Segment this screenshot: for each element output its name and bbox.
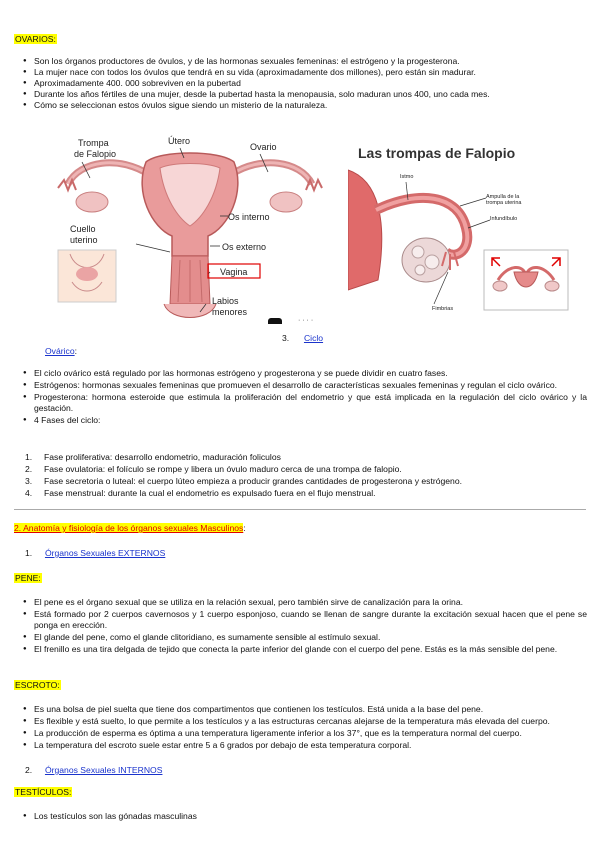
list-item: 3. Fase secretoria o luteal: el cuerpo lúteo empieza a producir grandes cantidades de progesterona y estrógeno. [25, 476, 463, 486]
fimbrias-label: Fimbrias [432, 306, 454, 312]
stray-dots: · · · · [298, 317, 314, 324]
list-item: ● La producción de esperma es óptima a una temperatura ligeramente inferior a los 37°, que es la temperatura normal del cuerpo. [14, 728, 589, 739]
externos-link[interactable]: Órganos Sexuales EXTERNOS [44, 548, 166, 558]
ovario-label: Ovario [250, 142, 277, 152]
list-item: ● Los testículos son las gónadas masculinas [14, 811, 589, 822]
ampolla-label: Ampulla de la trompa uterina [486, 194, 522, 206]
list-item: ● El ciclo ovárico está regulado por las hormonas estrógeno y progesterona y se puede dividir en cuatro fases. [14, 368, 587, 379]
list-item: ● Cómo se seleccionan estos óvulos sigue siendo un misterio de la naturaleza. [14, 100, 589, 111]
ciclo-link[interactable]: Ciclo [303, 333, 324, 343]
list-item: 4. Fase menstrual: durante la cual el endometrio es expulsado fuera en el flujo menstrual. [25, 488, 376, 498]
cuello-label: Cuello uterino [70, 224, 98, 245]
escroto-heading: ESCROTO: [15, 680, 60, 690]
list-item: ● Aproximadamente 400. 000 sobreviven en la pubertad [14, 78, 589, 89]
ciclo-list [14, 368, 587, 426]
divider [14, 509, 586, 510]
ovarios-list [14, 56, 589, 111]
ovarico-link[interactable]: Ovárico [45, 346, 75, 356]
list-item: ● Progesterona: hormona esteroide que estimula la proliferación del endometrio y que está implicada en la regulación del ciclo ovárico y la gestación. [14, 392, 587, 414]
pene-heading: PENE: [15, 573, 41, 583]
list-item: ● El frenillo es una tira delgada de tejido que conecta la parte inferior del glande con el cuerpo del pene. Estás es la más sensible del pene. [14, 644, 587, 655]
testiculos-list [14, 811, 589, 822]
list-item: ● El pene es el órgano sexual que se utiliza en la relación sexual, pero también sirve de canalización para la orina. [14, 597, 587, 608]
labios-label: Labios menores [212, 296, 248, 317]
infundibulo-label: Infundíbulo [490, 216, 518, 222]
internos-link[interactable]: Órganos Sexuales INTERNOS [44, 765, 163, 775]
os-interno-label: Os interno [228, 212, 270, 222]
stray-mark [268, 318, 282, 324]
ovarios-heading: OVARIOS: [15, 34, 56, 44]
masculinos-heading: 2. Anatomía y fisiología de los órganos sexuales Masculinos: [14, 523, 246, 533]
list-item: ● Estrógenos: hormonas sexuales femeninas que promueven el desarrollo de características sexuales femeninas y regulan el ciclo ovárico. [14, 380, 587, 391]
list-item: 2. Fase ovulatoria: el folículo se rompe y libera un óvulo maduro cerca de una trompa de falopio. [25, 464, 402, 474]
uterus-anatomy-figure [50, 132, 330, 332]
list-item: ● Está formado por 2 cuerpos cavernosos y 1 cuerpo esponjoso, cuando se llenan de sangre durante la excitación sexual hacen que el pene se ponga en erección. [14, 609, 587, 631]
externos-item: 1. Órganos Sexuales EXTERNOS [25, 548, 166, 558]
ciclo-heading-cont: Ovárico: [45, 346, 77, 356]
ciclo-heading: 3. Ciclo [282, 333, 324, 343]
pene-list [14, 597, 587, 655]
list-item: ● Es flexible y está suelto, lo que permite a los testículos y a las estructuras cercanas alejarse de la temperatura más elevada del cuerpo. [14, 716, 589, 727]
escroto-list [14, 704, 589, 751]
internos-item: 2. Órganos Sexuales INTERNOS [25, 765, 163, 775]
list-item: ● Durante los años fértiles de una mujer, desde la pubertad hasta la menopausia, solo maduran unos 400, uno cada mes. [14, 89, 589, 100]
testiculos-heading: TESTÍCULOS: [15, 787, 72, 797]
os-externo-label: Os externo [222, 242, 267, 252]
vagina-label: Vagina [220, 267, 248, 277]
utero-label: Útero [168, 136, 191, 146]
fallopian-tubes-figure [348, 140, 578, 330]
list-item: ● La mujer nace con todos los óvulos que tendrá en su vida (aproximadamente dos millones), pero están sin madurar. [14, 67, 589, 78]
list-item: 1. Fase proliferativa: desarrollo endometrio, maduración foliculos [25, 452, 281, 462]
list-item: ● La temperatura del escroto suele estar entre 5 a 6 grados por debajo de esta temperatura corporal. [14, 740, 589, 751]
phases-list [14, 452, 587, 500]
list-item: ● 4 Fases del ciclo: [14, 415, 587, 426]
trompas-title: Las trompas de Falopio [358, 145, 516, 161]
list-item: ● Es una bolsa de piel suelta que tiene dos compartimentos que contienen los testículos. Está unida a la base del pene. [14, 704, 589, 715]
list-item: ● El glande del pene, como el glande clitoridiano, es sumamente sensible al estímulo sexual. [14, 632, 587, 643]
istmo-label: Istmo [400, 174, 414, 180]
trompa-label: Trompa de Falopio [74, 138, 117, 159]
list-item: ● Son los órganos productores de óvulos, y de las hormonas sexuales femeninas: el estrógeno y la progesterona. [14, 56, 589, 67]
